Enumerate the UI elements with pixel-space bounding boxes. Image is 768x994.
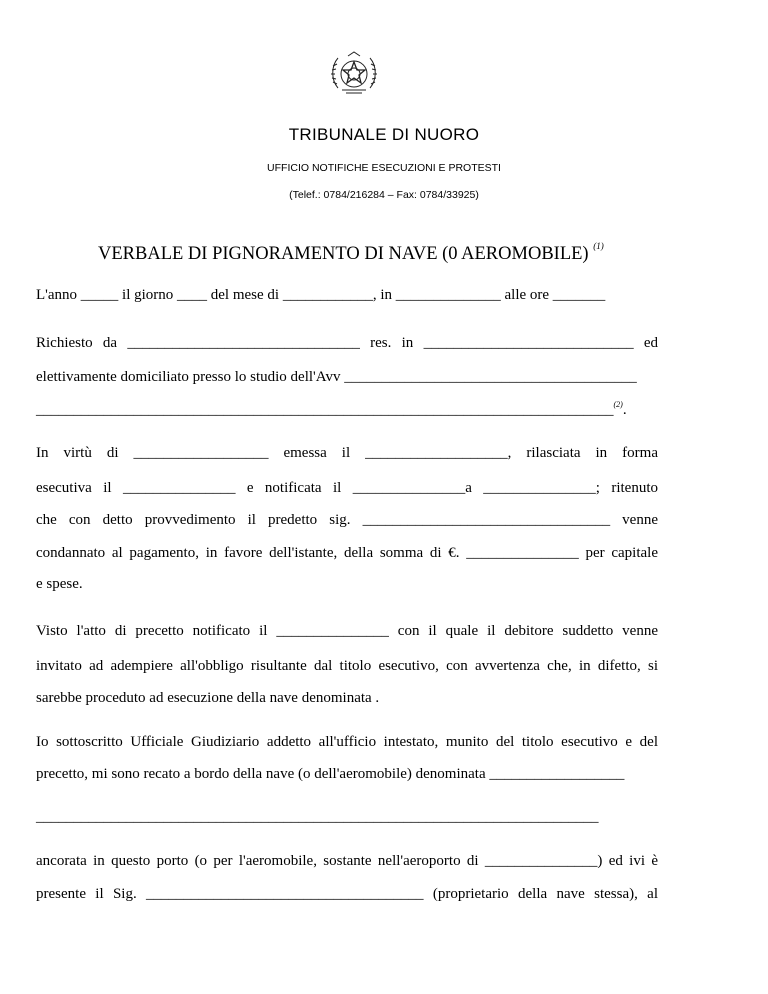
body-line-11: invitato ad adempiere all'obbligo risultante dal titolo esecutivo, con avvertenza che, in difetto, si — [36, 658, 658, 674]
body-line-4 — [36, 396, 658, 419]
body-line-9: e spese. — [36, 576, 83, 592]
office-contacts: (Telef.: 0784/216284 – Fax: 0784/33925) — [289, 189, 479, 201]
footnote-marker-2: (2) — [613, 400, 623, 409]
body-line-3: elettivamente domiciliato presso lo studio dell'Avv _______________________________________ — [36, 369, 637, 385]
italian-republic-emblem-icon — [328, 48, 380, 100]
body-line-8: condannato al pagamento, in favore dell'istante, della somma di €. _______________ per capitale — [36, 545, 658, 561]
body-line-16: ancorata in questo porto (o per l'aeromobile, sostante nell'aeroporto di _______________) ed ivi è — [36, 853, 658, 869]
body-line-17: presente il Sig. _____________________________________ (proprietario della nave stessa), al — [36, 886, 658, 902]
body-line-12: sarebbe proceduto ad esecuzione della nave denominata . — [36, 690, 380, 706]
body-line-4-blank: _____________________________________________________________________________ — [36, 402, 614, 418]
document-title — [98, 241, 604, 265]
body-line-10: Visto l'atto di precetto notificato il _______________ con il quale il debitore suddetto venne — [36, 623, 658, 639]
body-line-13: Io sottoscritto Ufficiale Giudiziario addetto all'ufficio intestato, munito del titolo esecutivo e del — [36, 734, 658, 750]
body-line-14: precetto, mi sono recato a bordo della nave (o dell'aeromobile) denominata __________________ — [36, 766, 625, 782]
body-line-15: ___________________________________________________________________________ — [36, 809, 599, 825]
body-line-5: In virtù di __________________ emessa il ___________________, rilasciata in forma — [36, 445, 658, 461]
body-line-7: che con detto provvedimento il predetto sig. _________________________________ venne — [36, 512, 658, 528]
body-line-2: Richiesto da _______________________________ res. in ____________________________ ed — [36, 335, 658, 351]
court-name: TRIBUNALE DI NUORO — [288, 125, 480, 144]
footnote-marker-1: (1) — [593, 241, 604, 251]
office-name: UFFICIO NOTIFICHE ESECUZIONI E PROTESTI — [267, 162, 501, 174]
body-line-1: L'anno _____ il giorno ____ del mese di ____________, in ______________ alle ore _______ — [36, 287, 606, 303]
body-line-4-end: . — [622, 402, 627, 418]
body-line-6: esecutiva il _______________ e notificata il _______________a _______________; ritenuto — [36, 480, 658, 496]
document-title-text: VERBALE DI PIGNORAMENTO DI NAVE (0 AEROMOBILE) — [98, 244, 589, 264]
